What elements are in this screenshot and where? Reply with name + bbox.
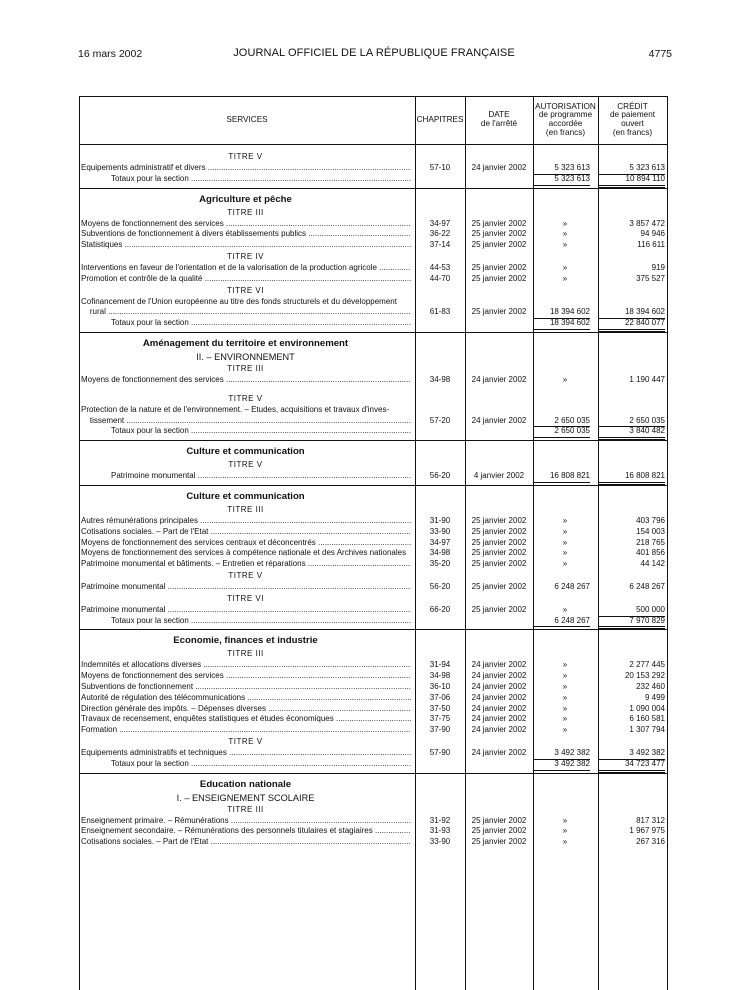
date-cell: 24 janvier 2002 (471, 671, 527, 681)
section-divider (79, 485, 668, 486)
table-row (79, 375, 668, 386)
table-row (79, 714, 668, 725)
credit-cell: 94 946 (640, 229, 665, 239)
section-divider (79, 440, 668, 441)
credit-cell: 375 527 (636, 273, 665, 283)
date-cell: 25 janvier 2002 (471, 515, 527, 525)
table-row (79, 405, 668, 416)
autorisation-cell: 18 394 602 (534, 318, 590, 330)
service-label (111, 174, 411, 185)
titre-heading: TITRE VI (227, 285, 264, 295)
service-label-text: Equipements administratif et divers (81, 163, 206, 172)
service-label-text: Autorité de régulation des télécommunications (81, 692, 246, 702)
total-row (79, 759, 668, 770)
credit-cell: 20 153 292 (624, 671, 665, 681)
autorisation-cell: » (562, 660, 568, 670)
service-label (81, 660, 411, 671)
chapitre-cell: 34-98 (429, 374, 451, 384)
table-row (79, 704, 668, 715)
page-header (0, 46, 748, 62)
service-label (111, 318, 411, 329)
table-body (79, 144, 668, 848)
table-row (79, 725, 668, 736)
credit-cell: 154 003 (636, 526, 665, 536)
credit-cell: 3 840 482 (599, 426, 665, 440)
col-header-date: DATE de l'arrêté (480, 110, 518, 128)
chapitre-cell: 37-90 (429, 725, 451, 735)
service-label (81, 405, 411, 416)
date-cell: 24 janvier 2002 (471, 714, 527, 724)
section-divider (79, 629, 668, 630)
total-row (79, 616, 668, 627)
service-label (81, 682, 411, 693)
autorisation-cell: » (562, 725, 568, 735)
date-cell: 25 janvier 2002 (471, 559, 527, 569)
credit-cell: 267 316 (636, 837, 665, 847)
total-row (79, 174, 668, 185)
titre-heading: TITRE V (228, 570, 263, 580)
titre-heading: TITRE IV (227, 251, 264, 261)
chapitre-cell: 33-90 (429, 837, 451, 847)
autorisation-cell: » (562, 681, 568, 691)
service-label-text: Subventions de fonctionnement à divers établissements publics (81, 229, 307, 239)
date-cell: 25 janvier 2002 (471, 537, 527, 547)
chapitre-cell: 31-92 (429, 815, 451, 825)
table-row (79, 416, 668, 427)
section-heading: Culture et communication (186, 490, 305, 502)
service-label (81, 837, 411, 848)
total-row (79, 426, 668, 437)
service-label (111, 471, 411, 482)
date-cell: 25 janvier 2002 (471, 307, 527, 317)
section-heading: Agriculture et pêche (199, 193, 292, 205)
service-label (81, 307, 411, 318)
service-label-text: Moyens de fonctionnement des services à compétence nationale et des Archives nationales (81, 548, 407, 558)
table-row (79, 837, 668, 848)
credit-cell: 2 650 035 (599, 416, 665, 428)
credit-cell: 817 312 (636, 815, 665, 825)
autorisation-cell: » (562, 262, 568, 272)
credit-cell: 1 967 975 (629, 826, 665, 836)
credit-cell: 3 857 472 (629, 218, 665, 228)
autorisation-cell: » (562, 714, 568, 724)
autorisation-cell: » (562, 837, 568, 847)
section-heading: Culture et communication (186, 446, 305, 458)
service-label-text: Enseignement secondaire. – Rémunérations des personnels titulaires et stagiaires (81, 826, 373, 836)
chapitre-cell: 56-20 (429, 471, 451, 481)
table-row (79, 527, 668, 538)
chapitre-cell: 36-10 (429, 681, 451, 691)
date-cell: 24 janvier 2002 (471, 692, 527, 702)
chapitre-cell: 44-53 (429, 262, 451, 272)
titre-heading: TITRE III (227, 207, 264, 217)
credit-cell: 1 090 004 (629, 703, 665, 713)
table-row (79, 229, 668, 240)
autorisation-cell: » (562, 559, 568, 569)
autorisation-cell: » (562, 229, 568, 239)
autorisation-cell: 16 808 821 (534, 471, 590, 483)
header-date: 16 mars 2002 (78, 48, 143, 60)
date-cell: 24 janvier 2002 (471, 703, 527, 713)
credit-cell: 232 460 (636, 681, 665, 691)
date-cell: 25 janvier 2002 (471, 526, 527, 536)
credits-table (79, 96, 668, 990)
credit-cell: 1 190 447 (629, 374, 665, 384)
autorisation-cell: » (562, 548, 568, 558)
date-cell: 24 janvier 2002 (471, 681, 527, 691)
credit-cell: 218 765 (636, 537, 665, 547)
autorisation-cell: 3 492 382 (534, 748, 590, 760)
service-label (81, 582, 411, 593)
service-label-text: rural (81, 307, 106, 317)
chapitre-cell: 61-83 (429, 307, 451, 317)
service-label (81, 671, 411, 682)
service-label (81, 219, 411, 230)
credit-cell: 6 160 581 (629, 714, 665, 724)
service-label-text: Indemnités et allocations diverses (81, 660, 202, 670)
titre-heading: TITRE III (227, 504, 264, 514)
chapitre-cell: 57-90 (429, 747, 451, 757)
chapitre-cell: 34-97 (429, 537, 451, 547)
service-label-text: Totaux pour la section (111, 615, 189, 625)
table-row (79, 219, 668, 230)
credit-cell: 403 796 (636, 515, 665, 525)
service-label (81, 274, 411, 285)
table-row (79, 748, 668, 759)
date-cell: 24 janvier 2002 (471, 415, 527, 425)
chapitre-cell: 37-50 (429, 703, 451, 713)
credit-cell: 10 894 110 (599, 174, 665, 188)
chapitre-cell: 37-75 (429, 714, 451, 724)
service-label-text: Statistiques (81, 240, 123, 250)
date-cell: 25 janvier 2002 (471, 604, 527, 614)
autorisation-cell: » (562, 703, 568, 713)
chapitre-cell: 31-90 (429, 515, 451, 525)
section-heading: Education nationale (199, 778, 292, 790)
table-row (79, 516, 668, 527)
autorisation-cell: » (562, 526, 568, 536)
credit-cell: 22 840 077 (599, 318, 665, 332)
service-label (81, 297, 411, 308)
service-label-text: Travaux de recensement, enquêtes statistiques et études économiques (81, 714, 334, 724)
section-divider (79, 773, 668, 774)
date-cell: 25 janvier 2002 (471, 548, 527, 558)
chapitre-cell: 57-10 (429, 163, 451, 172)
service-label-text: Patrimoine monumental et bâtiments. – Entretien et réparations (81, 559, 306, 569)
credit-cell: 16 808 821 (599, 471, 665, 485)
spacer (79, 386, 668, 393)
service-label-text: Totaux pour la section (111, 758, 189, 768)
credit-cell: 919 (651, 262, 665, 272)
autorisation-cell: » (562, 604, 568, 614)
credit-cell: 116 611 (637, 240, 665, 250)
chapitre-cell: 35-20 (429, 559, 451, 569)
section-divider (79, 332, 668, 333)
page-number: 4775 (648, 48, 672, 60)
table-row (79, 307, 668, 318)
service-label (81, 527, 411, 538)
date-cell: 25 janvier 2002 (471, 581, 527, 591)
autorisation-cell: » (562, 692, 568, 702)
credit-cell: 44 142 (640, 559, 665, 569)
service-label (81, 240, 411, 251)
autorisation-cell: 18 394 602 (534, 307, 590, 319)
service-label-text: Patrimoine monumental (111, 471, 196, 481)
section-heading: Economie, finances et industrie (173, 635, 318, 647)
table-row (79, 660, 668, 671)
service-label-text: Moyens de fonctionnement des services centraux et déconcentrés (81, 537, 316, 547)
table-row (79, 548, 668, 559)
titre-heading: TITRE III (227, 363, 264, 373)
table-row (79, 538, 668, 549)
service-label-text: Cotisations sociales. – Part de l'Etat (81, 526, 209, 536)
credit-cell: 500 000 (599, 605, 665, 617)
autorisation-cell: » (562, 815, 568, 825)
autorisation-cell: » (562, 218, 568, 228)
service-label (81, 263, 411, 274)
service-label (81, 748, 411, 759)
table-row (79, 816, 668, 827)
titre-heading: TITRE V (228, 152, 263, 161)
service-label-text: Totaux pour la section (111, 318, 189, 328)
table-row (79, 471, 668, 482)
service-label (81, 559, 411, 570)
section-divider (79, 188, 668, 189)
table-row (79, 559, 668, 570)
table-row (79, 263, 668, 274)
service-label (111, 616, 411, 627)
autorisation-cell: 5 323 613 (534, 163, 590, 175)
service-label-text: Totaux pour la section (111, 173, 189, 183)
titre-heading: TITRE III (227, 804, 264, 814)
chapitre-cell: 37-06 (429, 692, 451, 702)
col-header-credit: CRÉDIT de paiement ouvert (en francs) (609, 101, 656, 137)
service-label (111, 426, 411, 437)
autorisation-cell: 5 323 613 (534, 174, 590, 186)
service-label (81, 816, 411, 827)
credit-cell: 1 307 794 (629, 725, 665, 735)
date-cell: 24 janvier 2002 (471, 660, 527, 670)
date-cell: 25 janvier 2002 (471, 273, 527, 283)
service-label-text: Enseignement primaire. – Rémunérations (81, 815, 229, 825)
service-label-text: Protection de la nature et de l'environnement. – Etudes, acquisitions et travaux d'inves- (81, 404, 390, 414)
service-label-text: Autres rémunérations principales (81, 515, 198, 525)
service-label-text: Cotisations sociales. – Part de l'Etat (81, 837, 209, 847)
table-row (79, 682, 668, 693)
service-label (81, 516, 411, 527)
service-label (81, 693, 411, 704)
date-cell: 24 janvier 2002 (471, 374, 527, 384)
autorisation-cell: » (562, 537, 568, 547)
table-row (79, 582, 668, 593)
service-label-text: Patrimoine monumental (81, 581, 166, 591)
chapitre-cell: 31-94 (429, 660, 451, 670)
credit-cell: 6 248 267 (629, 581, 665, 591)
service-label (81, 714, 411, 725)
date-cell: 25 janvier 2002 (471, 815, 527, 825)
section-heading: Aménagement du territoire et environnement (142, 337, 349, 349)
titre-heading: TITRE VI (227, 593, 264, 603)
service-label (81, 725, 411, 736)
chapitre-cell: 37-14 (429, 240, 451, 250)
autorisation-cell: 6 248 267 (534, 616, 590, 628)
credit-cell: 2 277 445 (629, 660, 665, 670)
service-label-text: Moyens de fonctionnement des services (81, 374, 224, 384)
table-row (79, 297, 668, 308)
service-label (81, 538, 411, 549)
date-cell: 25 janvier 2002 (471, 229, 527, 239)
chapitre-cell: 66-20 (429, 604, 451, 614)
chapitre-cell: 34-97 (429, 218, 451, 228)
date-cell: 25 janvier 2002 (471, 837, 527, 847)
service-label (81, 375, 411, 386)
service-label-text: Totaux pour la section (111, 426, 189, 436)
credit-cell: 9 499 (644, 692, 665, 702)
autorisation-cell: » (562, 273, 568, 283)
service-label-text: Direction générale des impôts. – Dépenses diverses (81, 703, 266, 713)
date-cell: 24 janvier 2002 (471, 747, 527, 757)
table-row (79, 240, 668, 251)
autorisation-cell: » (562, 671, 568, 681)
total-row (79, 318, 668, 329)
table-row (79, 274, 668, 285)
table-row (79, 671, 668, 682)
journal-title: JOURNAL OFFICIEL DE LA RÉPUBLIQUE FRANÇAISE (233, 47, 515, 59)
autorisation-cell: » (562, 826, 568, 836)
credit-cell: 18 394 602 (599, 307, 665, 319)
titre-heading: TITRE III (227, 649, 264, 659)
section-subheading: I. – ENSEIGNEMENT SCOLAIRE (176, 792, 315, 803)
autorisation-cell: 2 650 035 (534, 416, 590, 428)
service-label (81, 605, 411, 616)
credit-cell: 401 856 (636, 548, 665, 558)
service-label-text: Subventions de fonctionnement (81, 681, 194, 691)
credit-cell: 7 970 829 (599, 616, 665, 630)
chapitre-cell: 57-20 (429, 415, 451, 425)
service-label-text: tissement (81, 415, 125, 425)
autorisation-cell: 2 650 035 (534, 426, 590, 438)
col-header-autorisation: AUTORISATION de programme accordée (en francs) (535, 101, 596, 137)
date-cell: 4 janvier 2002 (473, 471, 525, 481)
col-header-chapitres: CHAPITRES (416, 114, 464, 124)
credit-cell: 3 492 382 (599, 748, 665, 760)
table-row (79, 605, 668, 616)
service-label (81, 548, 411, 559)
titre-heading: TITRE V (228, 736, 263, 746)
table-row (79, 163, 668, 174)
service-label-text: Patrimoine monumental (81, 604, 166, 614)
titre-heading: TITRE V (228, 393, 263, 403)
date-cell: 25 janvier 2002 (471, 240, 527, 250)
autorisation-cell: » (562, 515, 568, 525)
service-label-text: Formation (81, 725, 118, 735)
credit-cell: 5 323 613 (599, 163, 665, 175)
service-label-text: Cofinancement de l'Union européenne au titre des fonds structurels et du développement (81, 296, 397, 306)
autorisation-cell: » (562, 240, 568, 250)
autorisation-cell: 6 248 267 (554, 581, 590, 591)
table-row (79, 693, 668, 704)
chapitre-cell: 31-93 (429, 826, 451, 836)
chapitre-cell: 34-98 (429, 671, 451, 681)
service-label-text: Moyens de fonctionnement des services (81, 671, 224, 681)
table-row (79, 826, 668, 837)
service-label (111, 759, 411, 770)
service-label (81, 704, 411, 715)
date-cell: 24 janvier 2002 (471, 163, 527, 172)
date-cell: 25 janvier 2002 (471, 826, 527, 836)
service-label (81, 416, 411, 427)
service-label (81, 229, 411, 240)
chapitre-cell: 34-98 (429, 548, 451, 558)
chapitre-cell: 56-20 (429, 581, 451, 591)
spacer (79, 144, 668, 151)
date-cell: 24 janvier 2002 (471, 725, 527, 735)
titre-heading: TITRE V (228, 460, 263, 470)
autorisation-cell: » (562, 374, 568, 384)
date-cell: 25 janvier 2002 (471, 262, 527, 272)
service-label-text: Promotion et contrôle de la qualité (81, 273, 203, 283)
service-label (81, 163, 411, 174)
chapitre-cell: 33-90 (429, 526, 451, 536)
service-label-text: Equipements administratifs et techniques (81, 747, 227, 757)
service-label-text: Moyens de fonctionnement des services (81, 218, 224, 228)
service-label-text: Interventions en faveur de l'orientation et de la valorisation de la production agricole (81, 262, 377, 272)
service-label (81, 826, 411, 837)
col-header-services: SERVICES (226, 114, 268, 124)
date-cell: 25 janvier 2002 (471, 218, 527, 228)
autorisation-cell: 3 492 382 (534, 759, 590, 771)
credit-cell: 34 723 477 (599, 759, 665, 773)
chapitre-cell: 36-22 (429, 229, 451, 239)
chapitre-cell: 44-70 (429, 273, 451, 283)
section-subheading: II. – ENVIRONNEMENT (196, 351, 295, 362)
